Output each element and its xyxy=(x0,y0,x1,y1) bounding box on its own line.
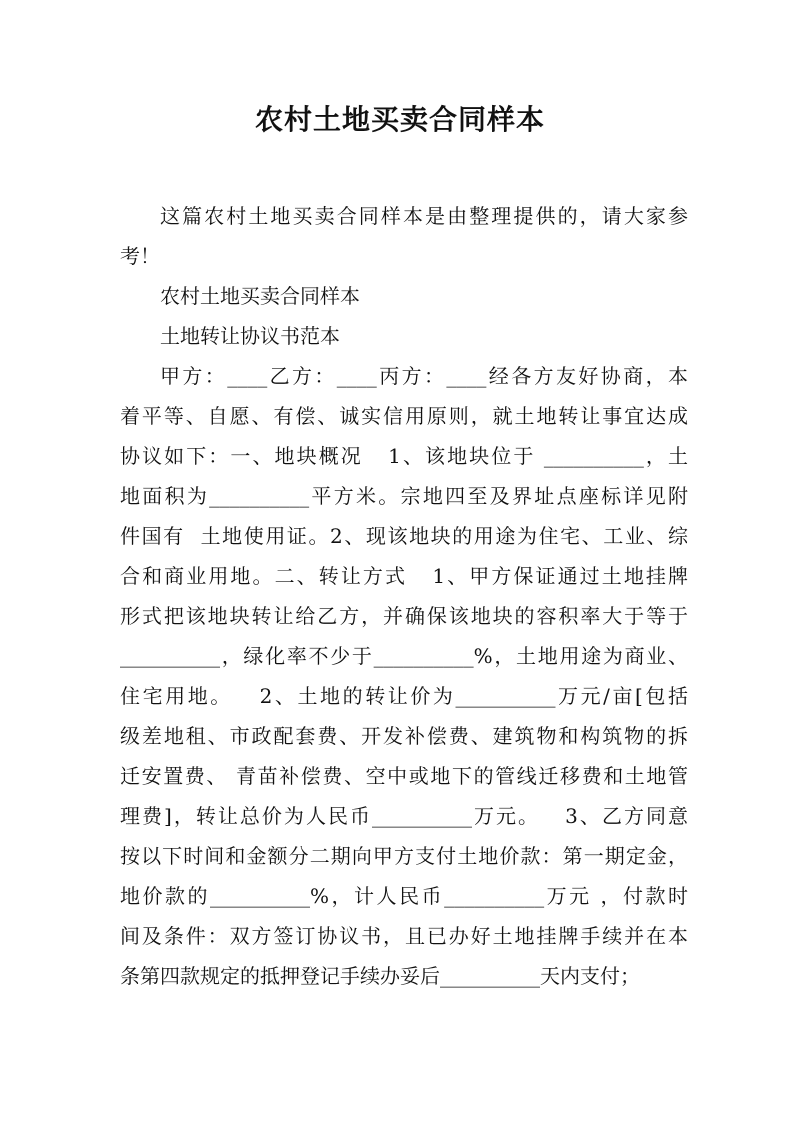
text-line: 件国有 土地使用证。2、现该地块的用途为住宅、工业、综 xyxy=(120,524,688,548)
text-line: 条第四款规定的抵押登记手续办妥后__________天内支付； xyxy=(120,964,640,988)
text-line: 甲方：____乙方：____丙方：____经各方友好协商，本 xyxy=(160,364,688,388)
agreement-title-paragraph xyxy=(120,316,688,356)
document-body xyxy=(120,196,688,996)
text-line: 间及条件：双方签订协议书，且已办好土地挂牌手续并在本 xyxy=(120,924,688,948)
agreement-title: 土地转让协议书范本 xyxy=(160,324,340,348)
document-title: 农村土地买卖合同样本 xyxy=(254,103,545,136)
text-line: 迁安置费、 青苗补偿费、空中或地下的管线迁移费和土地管 xyxy=(120,764,688,788)
text-line: 按以下时间和金额分二期向甲方支付土地价款：第一期定金， xyxy=(120,844,688,868)
text-line: 理费]，转让总价为人民币__________万元。 3、乙方同意 xyxy=(120,804,688,828)
text-line: 这篇农村土地买卖合同样本是由整理提供的，请大家参 xyxy=(160,204,688,228)
text-line: 合和商业用地。二、转让方式 1、甲方保证通过土地挂牌 xyxy=(120,564,688,588)
text-line: 着平等、自愿、有偿、诚实信用原则，就土地转让事宜达成 xyxy=(120,404,688,428)
subtitle: 农村土地买卖合同样本 xyxy=(160,284,360,308)
text-line: 住宅用地。 2、土地的转让价为__________万元/亩[包括 xyxy=(120,684,688,708)
text-line: __________，绿化率不少于__________%，土地用途为商业、 xyxy=(120,644,688,668)
text-line: 地价款的__________%，计人民币__________万元 ，付款时 xyxy=(120,884,688,908)
text-line: 考！ xyxy=(120,244,160,268)
text-line: 协议如下：一、地块概况 1、该地块位于 __________，土 xyxy=(120,444,688,468)
subtitle-paragraph xyxy=(120,276,688,316)
text-line: 形式把该地块转让给乙方，并确保该地块的容积率大于等于 xyxy=(120,604,688,628)
agreement-body-paragraph xyxy=(120,356,688,996)
text-line: 级差地租、市政配套费、开发补偿费、建筑物和构筑物的拆 xyxy=(120,724,688,748)
text-line: 地面积为__________平方米。宗地四至及界址点座标详见附 xyxy=(120,484,688,508)
intro-paragraph xyxy=(120,196,688,276)
